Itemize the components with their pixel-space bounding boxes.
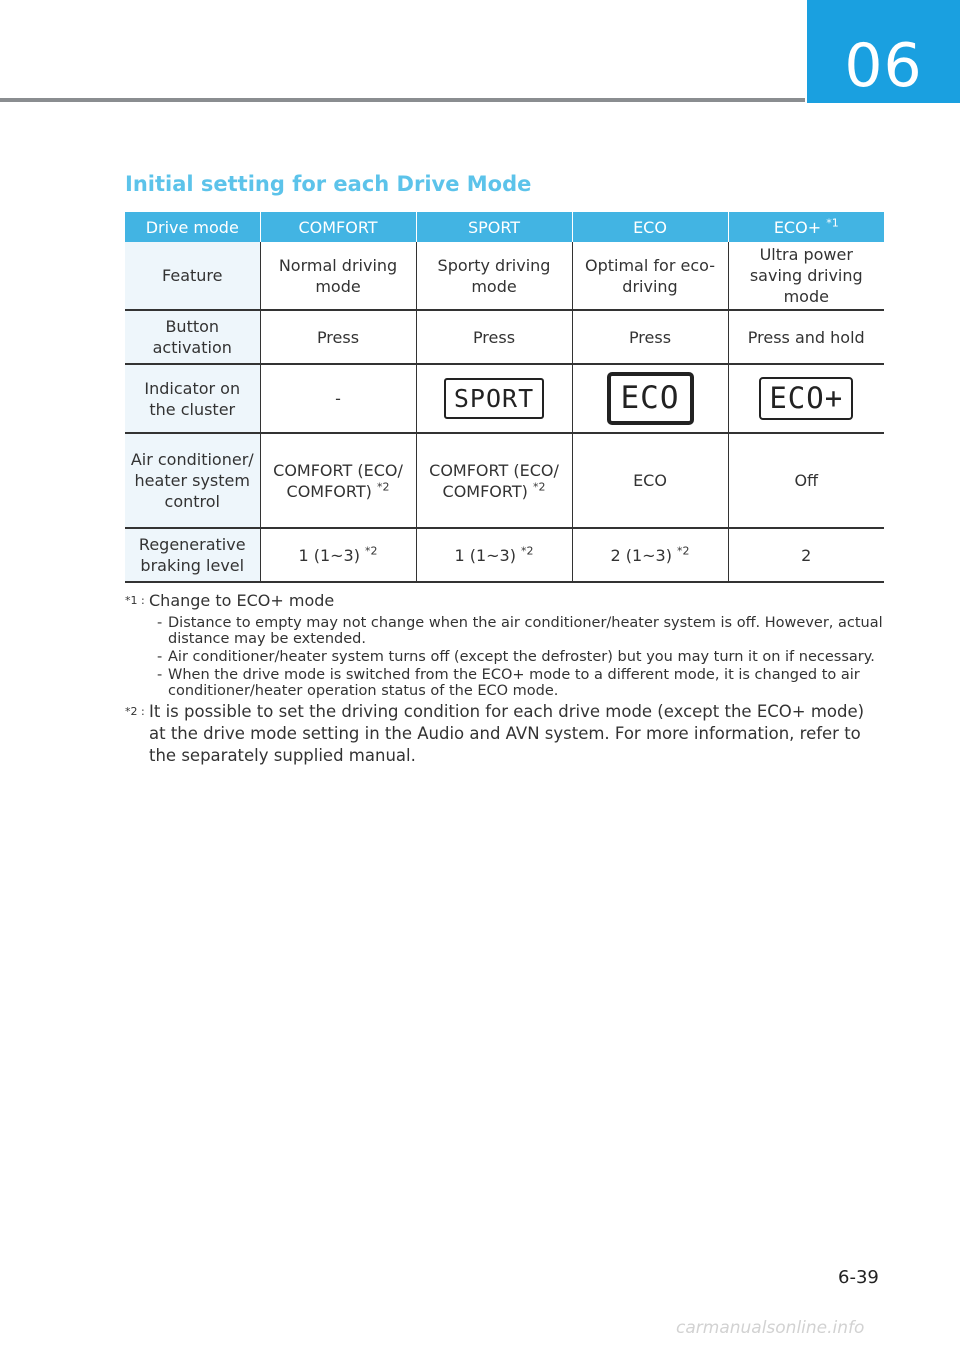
page-number: 6-39 (838, 1267, 879, 1288)
table-cell: 1 (1~3) $^{*2}$ (260, 528, 416, 582)
table-cell: Ultra power saving driving mode (728, 242, 884, 310)
row-label: Feature (125, 242, 260, 310)
table-cell (416, 364, 572, 433)
table-row-regenerative-braking (125, 528, 884, 582)
footnote-ref: *2 (365, 544, 378, 558)
section-title: Initial setting for each Drive Mode (125, 172, 532, 196)
drive-mode-table (125, 212, 884, 583)
footnote-ref: *2 (521, 544, 534, 558)
row-label: Regenerative braking level (125, 528, 260, 582)
footnote-text: It is possible to set the driving condition for each drive mode (except the ECO+ mode) at the drive mode setting in the Audio and AVN system. For more information, refer to the separately supplied manual. (149, 702, 865, 765)
footnote-mark: *1 : (125, 594, 145, 607)
row-label: Indicator on the cluster (125, 364, 260, 433)
header-comfort: COMFORT (260, 212, 416, 242)
table-cell: Off (728, 433, 884, 528)
watermark: carmanualsonline.info (676, 1318, 865, 1338)
sport-indicator-icon: SPORT (444, 378, 544, 419)
row-label: Air conditioner/ heater system control (125, 433, 260, 528)
top-rule (0, 98, 805, 102)
list-item: - Distance to empty may not change when the air conditioner/heater system is off. However, actual distance may be extended. (125, 615, 885, 647)
footnote-2 (125, 701, 885, 767)
table-cell: 2 (1~3) $^{*2}$ (572, 528, 728, 582)
footnote-ref: *2 (677, 544, 690, 558)
table-cell: - (260, 364, 416, 433)
row-label: Button activation (125, 310, 260, 364)
table-row-feature (125, 242, 884, 310)
table-cell: Press (260, 310, 416, 364)
footnote-1-list (125, 615, 885, 699)
table-cell (728, 364, 884, 433)
eco-plus-indicator-icon: ECO+ (759, 377, 853, 420)
table-cell: ECO (572, 433, 728, 528)
eco-indicator-icon: ECO (607, 372, 694, 425)
table-row-indicator (125, 364, 884, 433)
table-row-air-conditioner (125, 433, 884, 528)
footnotes (125, 590, 885, 767)
footnote-ref: *1 (826, 216, 839, 230)
table-row-button-activation (125, 310, 884, 364)
table-cell: Press and hold (728, 310, 884, 364)
header-eco: ECO (572, 212, 728, 242)
table-cell: Press (572, 310, 728, 364)
table-cell: COMFORT (ECO/ COMFORT) $^{*2}$ (416, 433, 572, 528)
table-header-row (125, 212, 884, 242)
table-cell: Press (416, 310, 572, 364)
footnote-1 (125, 590, 885, 611)
list-item: - Air conditioner/heater system turns off (except the defroster) but you may turn it on if necessary. (125, 649, 885, 665)
table-cell: Sporty driving mode (416, 242, 572, 310)
footnote-mark: *2 : (125, 705, 145, 718)
footnote-ref: *2 (376, 480, 390, 494)
table-cell: COMFORT (ECO/ COMFORT) $^{*2}$ (260, 433, 416, 528)
header-eco-plus: ECO+ $^{*1}$ (728, 212, 884, 242)
table-cell: Optimal for eco- driving (572, 242, 728, 310)
header-drive-mode: Drive mode (125, 212, 260, 242)
table-cell: Normal driving mode (260, 242, 416, 310)
table-cell: 1 (1~3) $^{*2}$ (416, 528, 572, 582)
header-sport: SPORT (416, 212, 572, 242)
chapter-tab: 06 (807, 0, 960, 103)
table-cell (572, 364, 728, 433)
list-item: - When the drive mode is switched from the ECO+ mode to a different mode, it is changed to air conditioner/heater operation status of the ECO mode. (125, 667, 885, 699)
table-cell: 2 (728, 528, 884, 582)
footnote-ref: *2 (532, 480, 546, 494)
footnote-text: Change to ECO+ mode (149, 591, 335, 610)
